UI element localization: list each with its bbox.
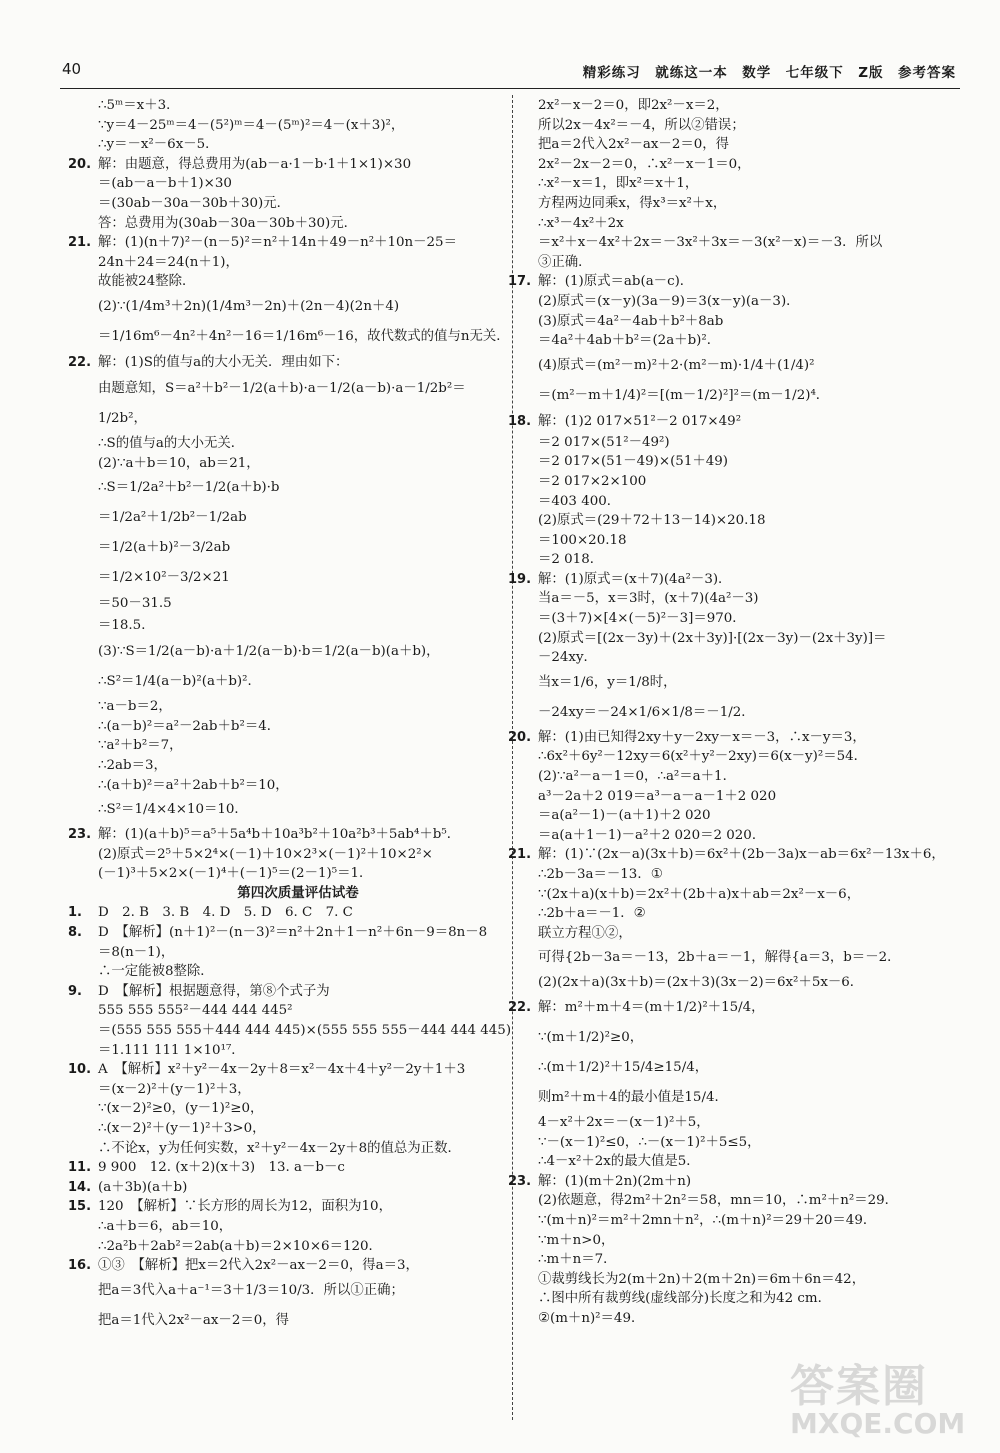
question-number: 21. bbox=[508, 847, 532, 863]
question-number: 16. bbox=[68, 1258, 92, 1274]
answer-line bbox=[98, 756, 498, 776]
answer-text: 把a＝1代入2x²－ax－2＝0，得 bbox=[98, 1312, 290, 1328]
answer-text: ∴(a＋b)²＝a²＋2ab＋b²＝10， bbox=[98, 777, 289, 793]
watermark-en: MXQE.COM bbox=[790, 1407, 966, 1440]
answer-text: ∴图中所有裁剪线(虚线部分)长度之和为42 cm． bbox=[538, 1291, 831, 1307]
question-number: 22. bbox=[508, 999, 532, 1015]
answer-line bbox=[538, 885, 948, 905]
answer-text: 解：(1)∵(2x－a)(3x＋b)＝6x²＋(2b－3a)x－ab＝6x²－13x＋6， bbox=[538, 847, 945, 863]
answer-text: 解：(1)由已知得2xy＋y－2xy－x＝－3，∴x－y＝3， bbox=[538, 729, 866, 745]
answer-line bbox=[538, 312, 948, 332]
answer-text: －24xy＝－24×1/6×1/8＝－1/2． bbox=[538, 704, 755, 720]
answer-line bbox=[68, 825, 498, 845]
answer-line bbox=[98, 637, 498, 667]
question-number: 23. bbox=[68, 827, 92, 843]
answer-text: ＝(30ab－30a－30b＋30)元． bbox=[98, 195, 291, 211]
answer-line bbox=[538, 1270, 948, 1290]
question-number: 18. bbox=[508, 413, 532, 429]
answer-line bbox=[538, 1191, 948, 1211]
answer-line bbox=[538, 787, 948, 807]
answer-text: 可得{2b－3a＝－13，2b＋a＝－1，解得{a＝3，b＝－2． bbox=[538, 950, 901, 966]
answer-text: 解：(1)2 017×51²－2 017×49² bbox=[538, 413, 742, 429]
answer-line bbox=[98, 1119, 498, 1139]
answer-text: ＝1/2(a＋b)²－3/2ab bbox=[98, 540, 231, 556]
answer-line bbox=[538, 1152, 948, 1172]
section-title bbox=[98, 884, 498, 904]
answer-text: ∴S²＝1/4(a－b)²(a＋b)²． bbox=[98, 674, 261, 690]
answer-text: 故能被24整除． bbox=[98, 274, 196, 290]
answer-line bbox=[538, 924, 948, 944]
answer-line bbox=[538, 1211, 948, 1231]
answer-line bbox=[538, 865, 948, 885]
answer-line bbox=[538, 1113, 948, 1133]
answer-text: ∵m＋n>0， bbox=[538, 1232, 615, 1248]
answer-line bbox=[98, 697, 498, 717]
answer-text: ∵(m＋n)²＝m²＋2mn＋n²，∴(m＋n)²＝29＋20＝49． bbox=[538, 1212, 877, 1228]
answer-line bbox=[538, 1023, 948, 1053]
answer-text: ∵(m＋1/2)²≥0， bbox=[538, 1029, 644, 1045]
answer-line bbox=[98, 1080, 498, 1100]
answer-line bbox=[538, 806, 948, 826]
answer-text: D 【解析】根据题意得，第⑧个式子为 bbox=[98, 983, 330, 999]
answer-text: (3)原式＝4a²－4ab＋b²＋8ab bbox=[538, 313, 724, 329]
answer-line bbox=[68, 233, 498, 253]
answer-text: ＝4a²＋4ab＋b²＝(2a＋b)²． bbox=[538, 333, 721, 349]
answer-text: (3)∵S＝1/2(a－b)·a＋1/2(a－b)·b＝1/2(a－b)(a＋b)， bbox=[98, 644, 440, 660]
column-divider bbox=[512, 95, 513, 1420]
answer-line bbox=[538, 351, 948, 381]
answer-text: 解：(1)(m＋2n)(2m＋n) bbox=[538, 1173, 692, 1189]
answer-line bbox=[98, 943, 498, 963]
answer-line bbox=[538, 433, 948, 453]
answer-line bbox=[508, 993, 948, 1023]
answer-line bbox=[68, 1256, 498, 1276]
answer-text: ＝2 018． bbox=[538, 552, 604, 568]
answer-line bbox=[538, 174, 948, 194]
answer-line bbox=[98, 1139, 498, 1159]
answer-line bbox=[538, 214, 948, 234]
answer-line bbox=[98, 292, 498, 322]
answer-text: ∴不论x，y为任何实数，x²＋y²－4x－2y＋8的值总为正数． bbox=[98, 1140, 461, 1156]
answer-text: －24xy． bbox=[538, 650, 597, 666]
answer-line bbox=[98, 214, 498, 234]
answer-line bbox=[98, 434, 498, 454]
answer-line bbox=[538, 96, 948, 116]
answer-text: ∴6x²＋6y²－12xy＝6(x²＋y²－2xy)＝6(x－y)²＝54． bbox=[538, 749, 868, 765]
answer-line bbox=[98, 563, 498, 593]
watermark-logo bbox=[790, 1361, 990, 1445]
answer-text: 由题意知，S＝a²＋b²－1/2(a＋b)·a－1/2(a－b)·a－1/2b²＝ bbox=[98, 380, 466, 396]
answer-text: (2)依题意，得2m²＋2n²＝58，mn＝10，∴m²＋n²＝29． bbox=[538, 1193, 899, 1209]
answer-text: 4－x²＋2x＝－(x－1)²＋5， bbox=[538, 1114, 710, 1130]
answer-line bbox=[538, 492, 948, 512]
answer-line bbox=[538, 1083, 948, 1113]
answer-text: ＝50－31.5 bbox=[98, 596, 172, 612]
answer-line bbox=[538, 194, 948, 214]
answer-line bbox=[98, 454, 498, 474]
answer-line bbox=[98, 116, 498, 136]
answer-text: ＝8(n－1)， bbox=[98, 944, 175, 960]
answer-text: 解：m²＋m＋4＝(m＋1/2)²＋15/4， bbox=[538, 999, 765, 1015]
question-number: 15. bbox=[68, 1199, 92, 1215]
answer-text: ∴(x－2)²＋(y－1)²＋3>0， bbox=[98, 1121, 266, 1136]
answer-text: ∴一定能被8整除． bbox=[98, 964, 214, 980]
answer-text: (2)原式＝2⁵＋5×2⁴×(－1)＋10×2³×(－1)²＋10×2²× bbox=[98, 846, 433, 862]
answer-text: ∴x²－x＝1，即x²＝x＋1， bbox=[538, 176, 699, 192]
answer-text: 解：(1)原式＝(x＋7)(4a²－3)． bbox=[538, 571, 732, 587]
answer-text: ∴2a²b＋2ab²＝2ab(a＋b)＝2×10×6＝120． bbox=[98, 1238, 382, 1254]
question-number: 1. bbox=[68, 905, 82, 921]
answer-text: ∴S＝1/2a²＋b²－1/2(a＋b)·b bbox=[98, 480, 280, 496]
answer-text: 解：由题意，得总费用为(ab－a·1－b·1＋1×1)×30 bbox=[98, 156, 412, 172]
answer-line bbox=[538, 629, 948, 649]
answer-line bbox=[98, 174, 498, 194]
answer-text: (a＋3b)(a＋b) bbox=[98, 1179, 188, 1195]
answer-line bbox=[538, 116, 948, 136]
answer-text: ∵y＝4－25ᵐ＝4－(5²)ᵐ＝4－(5ᵐ)²＝4－(x＋3)²， bbox=[98, 117, 405, 133]
answer-text: ∵(2x＋a)(x＋b)＝2x²＋(2b＋a)x＋ab＝2x²－x－6， bbox=[538, 886, 861, 902]
answer-line bbox=[98, 135, 498, 155]
question-number: 20. bbox=[68, 156, 92, 172]
answer-text: A 【解析】x²＋y²－4x－2y＋8＝x²－4x＋4＋y²－2y＋1＋3 bbox=[98, 1062, 466, 1078]
right-column bbox=[508, 96, 948, 1329]
answer-line bbox=[538, 973, 948, 993]
answer-line bbox=[98, 503, 498, 533]
answer-text: ＝1/16m⁶－4n²＋4n²－16＝1/16m⁶－16，故代数式的值与n无关． bbox=[98, 328, 510, 344]
answer-text: ∴4－x²＋2x的最大值是5． bbox=[538, 1154, 700, 1170]
answer-line bbox=[538, 550, 948, 570]
left-column bbox=[68, 96, 512, 1336]
answer-text: ＝2 017×(51－49)×(51＋49) bbox=[538, 454, 728, 470]
answer-text: ∴5ᵐ＝x＋3． bbox=[98, 98, 180, 113]
answer-line bbox=[68, 982, 498, 1002]
answer-text: 24n＋24＝24(n＋1)， bbox=[98, 254, 239, 270]
answer-line bbox=[538, 943, 948, 973]
answer-line bbox=[98, 1237, 498, 1257]
answer-text: ①③ 【解析】把x＝2代入2x²－ax－2＝0，得a＝3， bbox=[98, 1258, 419, 1274]
answer-text: ＝100×20.18 bbox=[538, 532, 627, 548]
answer-line bbox=[508, 570, 948, 590]
answer-line bbox=[98, 1276, 498, 1306]
answer-line bbox=[98, 1041, 498, 1061]
answer-line bbox=[68, 1158, 498, 1178]
answer-line bbox=[538, 531, 948, 551]
answer-line bbox=[508, 1172, 948, 1192]
answer-line bbox=[508, 845, 948, 865]
answer-text: ∴S²＝1/4×4×10＝10． bbox=[98, 802, 248, 818]
answer-text: (2)∵a＋b＝10，ab＝21， bbox=[98, 455, 260, 471]
answer-text: ∵a－b＝2， bbox=[98, 699, 172, 715]
answer-line bbox=[68, 352, 498, 374]
page-header bbox=[60, 58, 960, 89]
answer-text: ＝(x－2)²＋(y－1)²＋3， bbox=[98, 1081, 251, 1097]
answer-line bbox=[538, 511, 948, 531]
answer-text: 555 555 555²－444 444 445² bbox=[98, 1003, 293, 1019]
answer-text: 解：(1)(n＋7)²－(n－5)²＝n²＋14n＋49－n²＋10n－25＝ bbox=[98, 235, 457, 251]
answer-text: (2)∵a²－a－1＝0，∴a²＝a＋1． bbox=[538, 769, 736, 785]
answer-line bbox=[98, 864, 498, 884]
question-number: 23. bbox=[508, 1173, 532, 1189]
answer-line bbox=[98, 736, 498, 756]
answer-line bbox=[538, 826, 948, 846]
answer-text: ∵－(x－1)²≤0，∴－(x－1)²＋5≤5， bbox=[538, 1134, 761, 1150]
answer-line bbox=[98, 667, 498, 697]
answer-line bbox=[98, 776, 498, 796]
answer-line bbox=[98, 1099, 498, 1119]
answer-line bbox=[508, 728, 948, 748]
question-number: 21. bbox=[68, 235, 92, 251]
answer-line bbox=[98, 272, 498, 292]
answer-line bbox=[538, 253, 948, 273]
answer-line bbox=[98, 962, 498, 982]
answer-line bbox=[538, 155, 948, 175]
answer-line bbox=[538, 698, 948, 728]
answer-line bbox=[68, 1178, 498, 1198]
answer-text: 方程两边同乘x，得x³＝x²＋x， bbox=[538, 195, 727, 211]
answer-line bbox=[538, 668, 948, 698]
page-number: 40 bbox=[62, 60, 82, 78]
question-number: 22. bbox=[68, 354, 92, 370]
answer-line bbox=[98, 615, 498, 637]
answer-text: 9 900 12. (x＋2)(x＋3) 13. a－b－c bbox=[98, 1160, 345, 1176]
answer-line bbox=[538, 589, 948, 609]
answer-line bbox=[98, 1021, 512, 1041]
answer-line bbox=[538, 135, 948, 155]
answer-text: ∴(a－b)²＝a²－2ab＋b²＝4． bbox=[98, 718, 281, 734]
answer-line bbox=[98, 322, 510, 352]
answer-text: 当a＝－5，x＝3时，(x＋7)(4a²－3) bbox=[538, 591, 759, 607]
question-number: 9. bbox=[68, 983, 82, 999]
answer-text: 120 【解析】∵长方形的周长为12，面积为10， bbox=[98, 1199, 392, 1215]
answer-text: (2)原式＝(29＋72＋13－14)×20.18 bbox=[538, 513, 766, 529]
answer-text: ∴2b－3a＝－13．① bbox=[538, 867, 663, 882]
answer-text: ∴2ab＝3， bbox=[98, 757, 167, 773]
answer-line bbox=[98, 795, 498, 825]
answer-text: D 【解析】(n＋1)²－(n－3)²＝n²＋2n＋1－n²＋6n－9＝8n－8 bbox=[98, 925, 488, 941]
answer-line bbox=[538, 331, 948, 351]
answer-line bbox=[98, 1306, 498, 1336]
answer-line bbox=[68, 1060, 498, 1080]
answer-line bbox=[98, 1217, 498, 1237]
answer-text: 联立方程①②， bbox=[538, 925, 632, 941]
book-title: 精彩练习 就练这一本 数学 七年级下 Z版 参考答案 bbox=[582, 65, 956, 81]
answer-line bbox=[98, 404, 498, 434]
answer-text: (4)原式＝(m²－m)²＋2·(m²－m)·1/4＋(1/4)² bbox=[538, 357, 815, 373]
answer-text: 把a＝2代入2x²－ax－2＝0，得 bbox=[538, 137, 730, 153]
answer-line bbox=[508, 411, 948, 433]
answer-text: (2)原式＝(x－y)(3a－9)＝3(x－y)(a－3)． bbox=[538, 293, 800, 309]
answer-line bbox=[538, 1289, 948, 1309]
answer-line bbox=[68, 923, 498, 943]
question-number: 19. bbox=[508, 571, 532, 587]
answer-line bbox=[68, 903, 498, 923]
answer-text: 把a＝3代入a＋a⁻¹＝3＋1/3＝10/3．所以①正确； bbox=[98, 1282, 404, 1298]
answer-line bbox=[98, 96, 498, 116]
answer-line bbox=[98, 533, 498, 563]
answer-text: ∵(x－2)²≥0，(y－1)²≥0， bbox=[98, 1101, 264, 1117]
answer-text: ∴(m＋1/2)²＋15/4≥15/4， bbox=[538, 1059, 709, 1075]
answer-line bbox=[538, 904, 948, 924]
answer-text: ∴y＝－x²－6x－5． bbox=[98, 137, 219, 153]
answer-text: ＝(m²－m＋1/4)²＝[(m－1/2)²]²＝(m－1/2)⁴． bbox=[538, 387, 830, 403]
answer-text: 答：总费用为(30ab－30a－30b＋30)元． bbox=[98, 215, 358, 231]
answer-text: ＝18.5． bbox=[98, 618, 155, 634]
answer-text: 当x＝1/6，y＝1/8时， bbox=[538, 674, 677, 690]
answer-text: ∴x³－4x²＋2x bbox=[538, 215, 624, 231]
answer-line bbox=[98, 1001, 498, 1021]
answer-line bbox=[538, 1133, 948, 1153]
answer-line bbox=[538, 648, 948, 668]
answer-line bbox=[538, 292, 948, 312]
answer-text: 解：(1)原式＝ab(a－c)． bbox=[538, 274, 694, 290]
answer-line bbox=[538, 381, 948, 411]
answer-line bbox=[538, 233, 948, 253]
answer-line bbox=[538, 1053, 948, 1083]
answer-text: ＝a(a²－1)－(a＋1)＋2 020 bbox=[538, 808, 711, 824]
answer-text: ＝2 017×2×100 bbox=[538, 473, 647, 489]
answer-text: ∴a＋b＝6，ab＝10， bbox=[98, 1218, 233, 1234]
answer-line bbox=[508, 272, 948, 292]
answer-line bbox=[538, 609, 948, 629]
answer-line bbox=[538, 1250, 948, 1270]
answer-line bbox=[538, 472, 948, 492]
answer-text: ＝2 017×(51²－49²) bbox=[538, 434, 670, 450]
answer-text: (－1)³＋5×2×(－1)⁴＋(－1)⁵＝(2－1)⁵＝1． bbox=[98, 866, 373, 882]
watermark-cn: 答案圈 bbox=[790, 1361, 928, 1412]
question-number: 20. bbox=[508, 729, 532, 745]
answer-text: 则m²＋m＋4的最小值是15/4． bbox=[538, 1089, 728, 1105]
answer-text: ＝(ab－a－b＋1)×30 bbox=[98, 176, 232, 192]
answer-text: ∵a²＋b²＝7， bbox=[98, 738, 183, 754]
answer-text: a³－2a＋2 019＝a³－a－a－1＋2 020 bbox=[538, 788, 777, 804]
answer-text: 2x²－2x－2＝0，∴x²－x－1＝0， bbox=[538, 156, 751, 172]
answer-line bbox=[98, 253, 498, 273]
answer-text: ＝(3＋7)×[4×(－5)²－3]＝970． bbox=[538, 611, 746, 627]
answer-text: ∴m＋n＝7． bbox=[538, 1252, 617, 1268]
question-number: 11. bbox=[68, 1160, 92, 1176]
question-number: 17. bbox=[508, 274, 532, 290]
answer-text: ②(m＋n)²＝49． bbox=[538, 1310, 645, 1326]
answer-text: ＝a(a＋1－1)－a²＋2 020＝2 020． bbox=[538, 827, 766, 843]
answer-text: 解：(1)S的值与a的大小无关．理由如下： bbox=[98, 354, 349, 370]
answer-text: ＝403 400． bbox=[538, 493, 621, 509]
answer-line bbox=[68, 1197, 498, 1217]
answer-line bbox=[538, 1231, 948, 1251]
answer-text: ①裁剪线长为2(m＋2n)＋2(m＋2n)＝6m＋6n＝42， bbox=[538, 1271, 866, 1287]
answer-line bbox=[98, 194, 498, 214]
answer-text: (2)原式＝[(2x－3y)＋(2x＋3y)]·[(2x－3y)－(2x＋3y)]＝ bbox=[538, 630, 887, 646]
answer-text: ＝1/2×10²－3/2×21 bbox=[98, 570, 230, 586]
answer-text: 第四次质量评估试卷 bbox=[237, 884, 359, 901]
answer-text: (2)∵(1/4m³＋2n)(1/4m³－2n)＋(2n－4)(2n＋4) bbox=[98, 298, 400, 314]
answer-text: ＝(555 555 555＋444 444 445)×(555 555 555－444 444 445) bbox=[98, 1023, 512, 1039]
answer-text: ③正确． bbox=[538, 254, 592, 270]
answer-text: ＝1.111 111 1×10¹⁷． bbox=[98, 1042, 245, 1058]
answer-text: 1/2b²， bbox=[98, 410, 147, 426]
answer-line bbox=[98, 717, 498, 737]
answer-line bbox=[68, 155, 498, 175]
answer-text: D 2. B 3. B 4. D 5. D 6. C 7. C bbox=[98, 905, 353, 921]
answer-line bbox=[538, 767, 948, 787]
answer-text: ＝1/2a²＋1/2b²－1/2ab bbox=[98, 510, 247, 526]
answer-text: 解：(1)(a＋b)⁵＝a⁵＋5a⁴b＋10a³b²＋10a²b³＋5ab⁴＋b⁵． bbox=[98, 827, 461, 843]
answer-line bbox=[98, 473, 498, 503]
answer-text: ∴2b＋a＝－1．② bbox=[538, 906, 646, 922]
answer-text: 所以2x－4x²＝－4，所以②错误； bbox=[538, 117, 745, 133]
answer-line bbox=[538, 1309, 948, 1329]
question-number: 10. bbox=[68, 1062, 92, 1078]
answer-line bbox=[538, 747, 948, 767]
answer-text: 2x²－x－2＝0，即2x²－x＝2， bbox=[538, 98, 729, 113]
answer-text: ∴S的值与a的大小无关． bbox=[98, 435, 245, 451]
question-number: 14. bbox=[68, 1179, 92, 1195]
answer-text: (2)(2x＋a)(3x＋b)＝(2x＋3)(3x－2)＝6x²＋5x－6． bbox=[538, 975, 864, 991]
answer-line bbox=[98, 593, 498, 615]
answer-line bbox=[98, 374, 498, 404]
answer-line bbox=[98, 845, 498, 865]
answer-line bbox=[538, 452, 948, 472]
question-number: 8. bbox=[68, 925, 82, 941]
answer-text: ＝x²＋x－4x²＋2x＝－3x²＋3x＝－3(x²－x)＝－3．所以 bbox=[538, 235, 883, 251]
